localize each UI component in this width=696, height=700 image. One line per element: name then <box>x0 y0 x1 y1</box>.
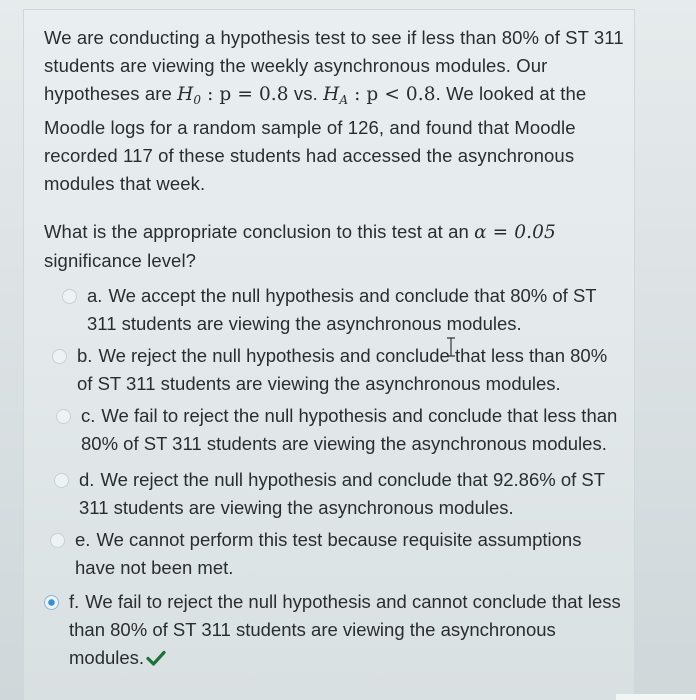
window-edge <box>616 694 696 700</box>
check-mark-icon <box>146 646 166 674</box>
option-label: We fail to reject the null hypothesis and conclude that less than 80% of ST 311 students are viewing the asynchronous modules. <box>81 405 618 454</box>
text-cursor-icon <box>446 337 456 357</box>
option-letter: a. <box>87 285 103 306</box>
option-f[interactable] <box>44 588 624 674</box>
radio-button-d[interactable] <box>54 473 69 488</box>
question-body: We are conducting a hypothesis test to see if less than 80% of ST 311 students are viewing the weekly asynchronous modules. Our hypotheses are $H_0$ : p = 0.8 vs. $H_A$ : p < 0.8. We looked at the Moodle logs for a random sample of 126, and found that Moodle recorded 117 of these students had accessed the asynchronous modules that week. <box>44 27 624 194</box>
answer-options <box>44 282 624 674</box>
radio-button-a[interactable] <box>62 289 77 304</box>
radio-button-b[interactable] <box>52 349 67 364</box>
option-letter: d. <box>79 469 95 490</box>
option-label: We fail to reject the null hypothesis and cannot conclude that less than 80% of ST 311 students are viewing the asynchronous modules. <box>69 591 621 668</box>
option-letter: b. <box>77 345 93 366</box>
option-b[interactable] <box>52 342 624 398</box>
option-label: We reject the null hypothesis and conclude that 92.86% of ST 311 students are viewing the asynchronous modules. <box>79 469 605 518</box>
option-letter: f. <box>69 591 80 612</box>
radio-button-c[interactable] <box>56 409 71 424</box>
option-e[interactable] <box>50 526 624 582</box>
alpha-level: α = 0.05 <box>474 222 556 243</box>
option-letter: c. <box>81 405 96 426</box>
option-letter: e. <box>75 529 91 550</box>
question-prompt: What is the appropriate conclusion to this test at an α = 0.05 significance level? <box>44 221 556 271</box>
option-a[interactable] <box>62 282 624 338</box>
option-label: We accept the null hypothesis and conclude that 80% of ST 311 students are viewing the asynchronous modules. <box>87 285 597 334</box>
alternative-hypothesis: $H_A$ : p < 0.8 <box>323 84 436 107</box>
radio-button-e[interactable] <box>50 533 65 548</box>
question-text-block <box>44 24 634 275</box>
radio-button-f-selected[interactable] <box>44 595 59 610</box>
option-d[interactable] <box>54 466 624 522</box>
option-label: We reject the null hypothesis and conclude that less than 80% of ST 311 students are viewing the asynchronous modules. <box>77 345 608 394</box>
option-c[interactable] <box>56 402 624 458</box>
option-label: We cannot perform this test because requisite assumptions have not been met. <box>75 529 582 578</box>
null-hypothesis: $H_0$ : p = 0.8 <box>177 84 289 107</box>
